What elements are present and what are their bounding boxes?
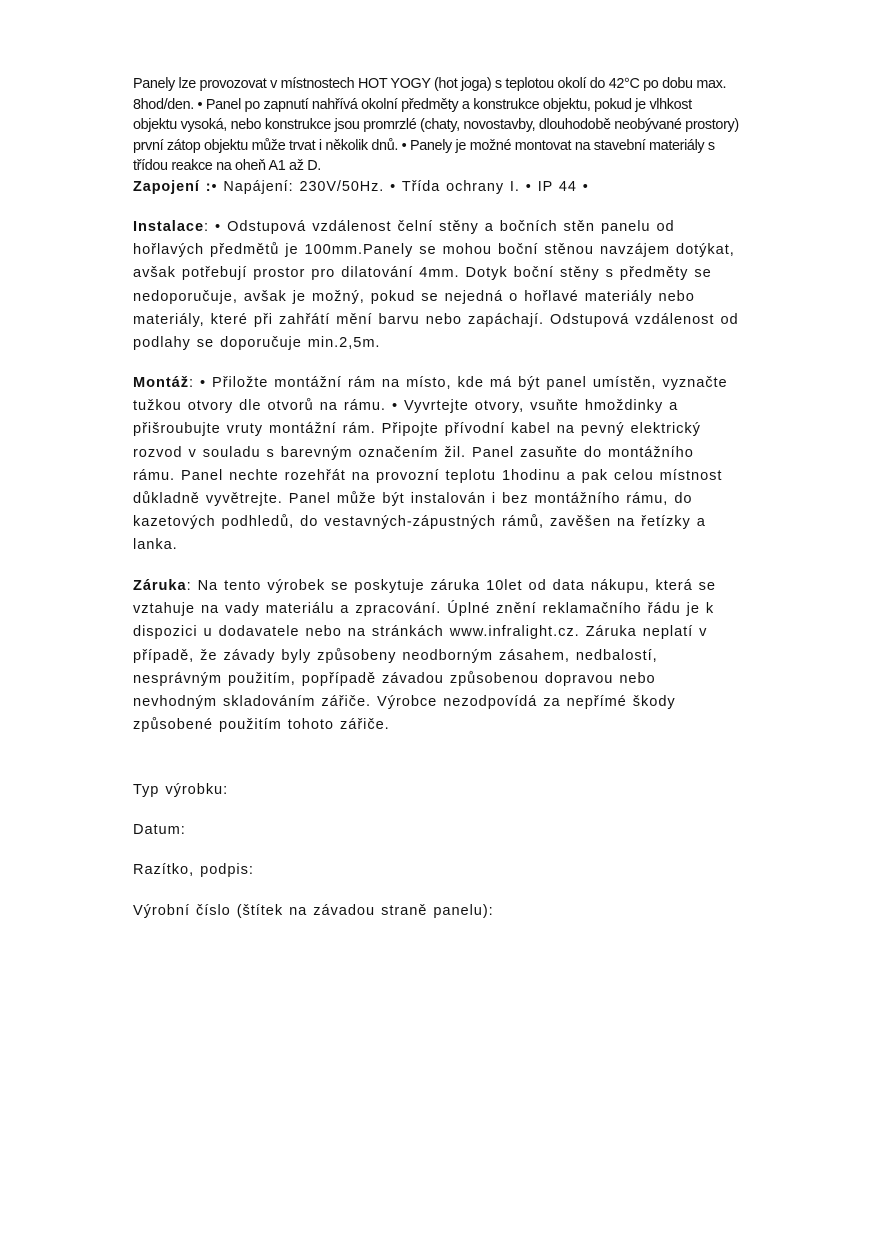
- field-datum: Datum:: [133, 822, 186, 838]
- instalace-paragraph: [133, 216, 739, 355]
- montaz-text: : • Přiložte montážní rám na místo, kde má být panel umístěn, vyznačte tužkou otvory dle otvorů na rámu. • Vyvrtejte otvory, vsuňte hmoždinky a přišroubujte vruty montážní rám. Připojte přívodní kabel na pevný elektrický rozvod v souladu s barevným označením žil. Panel zasuňte do montážního rámu. Panel nechte rozehřát na provozní teplotu 1hodinu a pak celou místnost důkladně vyvětrejte. Panel může být instalován i bez montážního rámu, do kazetových podhledů, do vestavných-zápustných rámů, zavěšen na řetízky a lanka.: [133, 375, 728, 554]
- field-typ-vyrobku: Typ výrobku:: [133, 782, 229, 798]
- montaz-paragraph: [133, 372, 739, 558]
- field-vyrobni-cislo: Výrobní číslo (štítek na závadou straně panelu):: [133, 903, 494, 919]
- intro-section: [133, 74, 739, 198]
- montaz-label: Montáž: [133, 375, 189, 391]
- zaruka-paragraph: [133, 575, 739, 737]
- zaruka-text: : Na tento výrobek se poskytuje záruka 10let od data nákupu, která se vztahuje na vady materiálu a zpracování. Úplné znění reklamačního řádu je k dispozici u dodavatele nebo na stránkách www.infralight.cz. Záruka neplatí v případě, že závady byly způsobeny neodborným zásahem, nedbalostí, nesprávným použitím, popřípadě závadou způsobenou dopravou nebo nevhodným skladováním zářiče. Výrobce nezodpovídá za nepřímé škody způsobené použitím tohoto zářiče.: [133, 578, 716, 734]
- zapojeni-label: Zapojení :: [133, 178, 212, 195]
- zaruka-label: Záruka: [133, 578, 187, 594]
- zapojeni-text: • Napájení: 230V/50Hz. • Třída ochrany I. • IP 44 •: [211, 178, 589, 195]
- zapojeni-line: [133, 177, 739, 198]
- field-razitko-podpis: Razítko, podpis:: [133, 862, 254, 878]
- intro-paragraph: Panely lze provozovat v místnostech HOT YOGY (hot joga) s teplotou okolí do 42°C po dobu max. 8hod/den. • Panel po zapnutí nahřívá okolní předměty a konstrukce objektu, pokud je vlhkost objektu vysoká, nebo konstrukce jsou promrzlé (chaty, novostavby, dlouhodobě neobývané prostory) první zátop objektu může trvat i několik dnů. • Panely je možné montovat na stavební materiály s třídou reakce na oheň A1 až D.: [133, 76, 739, 175]
- instalace-text: : • Odstupová vzdálenost čelní stěny a bočních stěn panelu od hořlavých předmětů je 100mm.Panely se mohou boční stěnou navzájem dotýkat, avšak potřebují prostor pro dilatování 4mm. Dotyk boční stěny s předměty se nedoporučuje, avšak je možný, pokud se nejedná o hořlavé materiály nebo materiály, které při zahřátí mění barvu nebo zapáchají. Odstupová vzdálenost od podlahy se doporučuje min.2,5m.: [133, 219, 739, 352]
- instalace-label: Instalace: [133, 219, 205, 235]
